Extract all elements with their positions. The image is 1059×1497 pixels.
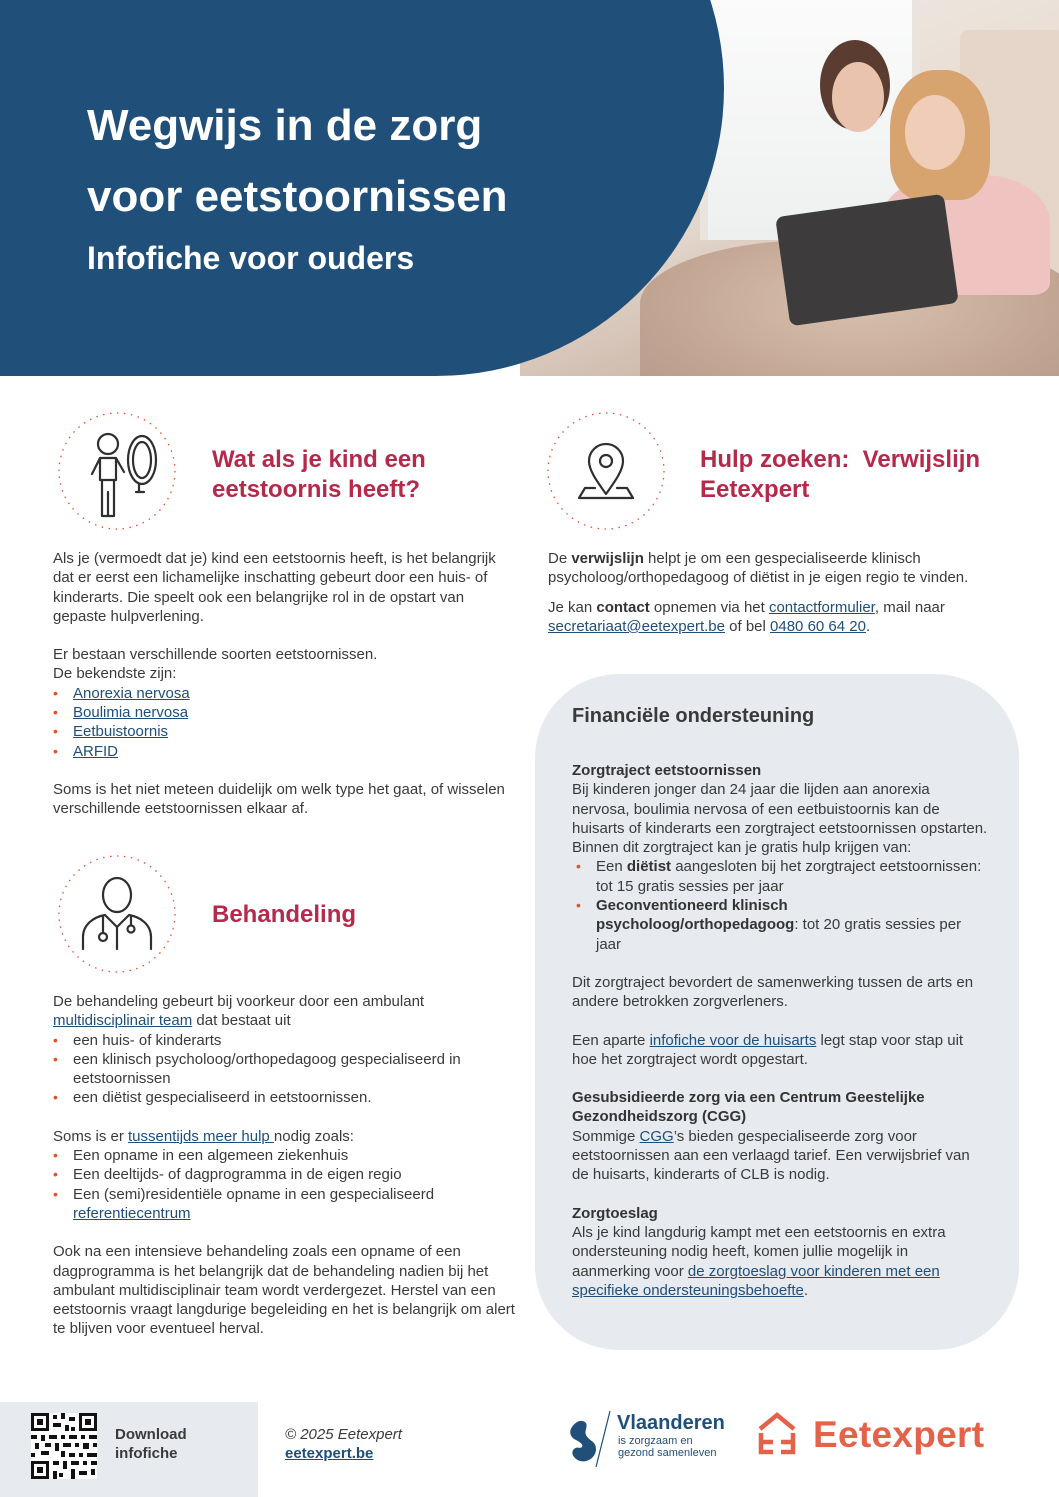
text: opnemen via het [649, 598, 769, 616]
heading-line: eetstoornis heeft? [212, 476, 421, 503]
text: Sommige [572, 1127, 640, 1145]
heading-line: Eetexpert [700, 476, 810, 503]
paragraph: Bij kinderen jonger dan 24 jaar die lijden aan anorexia nervosa, boulimia nervosa of een eetbuistoornis kan de huisarts of kinderarts een zorgtraject eetstoornissen opstarten. Binnen dit zorgtraject kan je gratis hulp krijgen van: [572, 781, 988, 857]
list-item [53, 684, 515, 703]
location-pin-icon [545, 410, 667, 532]
doctor-icon [56, 853, 178, 975]
text: De behandeling gebeurt bij voorkeur door een ambulant [53, 993, 425, 1010]
vlaanderen-tagline: is zorgzaam en [618, 1435, 693, 1447]
link-boulimia[interactable]: Boulimia nervosa [73, 704, 189, 722]
extra-help-list [53, 1146, 518, 1223]
link-multidisciplinair-team[interactable]: multidisciplinair team [53, 1012, 193, 1030]
text: helpt je om een gespecialiseerde klinisch psycholoog/orthopedagoog of diëtist in je eigen regio te vinden. [548, 550, 969, 587]
link-referentiecentrum[interactable]: referentiecentrum [73, 1204, 191, 1222]
bold-text: contact [596, 598, 650, 616]
eetexpert-logo-text: Eetexpert [813, 1414, 985, 1455]
list-item [53, 742, 515, 761]
eating-disorder-types-list [53, 684, 515, 761]
list-item [53, 703, 515, 722]
text: legt stap voor stap uit hoe het zorgtraject wordt opgestart. [572, 1031, 964, 1068]
paragraph: De bekendste zijn: [53, 665, 177, 683]
list-item: • Een opname in een algemeen ziekenhuis [53, 1146, 518, 1165]
text: . [865, 617, 871, 635]
link-contactformulier[interactable]: contactformulier [768, 598, 875, 616]
link-phone[interactable]: 0480 60 64 20 [770, 617, 866, 635]
section-hulp-zoeken-body [548, 549, 1013, 636]
text: Een (semi)residentiële opname in een gespecialiseerd [73, 1185, 435, 1203]
finance-help-list [576, 857, 988, 953]
text: , mail naar [874, 598, 945, 616]
download-label [115, 1425, 187, 1463]
paragraph: Er bestaan verschillende soorten eetstoornissen. [53, 646, 378, 664]
paragraph: Dit zorgtraject bevordert de samenwerking tussen de arts en andere betrokken zorgverleners. [572, 973, 974, 1011]
child-mirror-icon [56, 410, 178, 532]
list-item: • een klinisch psycholoog/orthopedagoog gespecialiseerd in eetstoornissen [53, 1050, 518, 1089]
paragraph [53, 1127, 518, 1146]
finance-title: Financiële ondersteuning [572, 705, 815, 727]
bold-text: verwijslijn [571, 550, 644, 567]
finance-subheading: Gesubsidieerde zorg via een Centrum Geestelijke Gezondheidszorg (CGG) [572, 1089, 925, 1126]
vlaanderen-tagline: gezond samenleven [618, 1447, 717, 1459]
list-item: • Een deeltijds- of dagprogramma in de eigen regio [53, 1165, 518, 1184]
paragraph [548, 598, 1013, 637]
link-cgg[interactable]: CGG [639, 1127, 674, 1145]
section-heading-hulp-zoeken [700, 445, 980, 505]
text: Je kan [548, 598, 597, 616]
list-item [53, 722, 515, 741]
text: dat bestaat uit [192, 1012, 291, 1030]
link-anorexia[interactable]: Anorexia nervosa [73, 684, 190, 702]
heading-line: Hulp zoeken: Verwijslijn [700, 446, 981, 473]
text: Als je kind langdurig kampt met een eetstoornis en extra ondersteuning nodig heeft, komen jullie mogelijk in aanmerking voor [572, 1223, 946, 1280]
paragraph: Als je (vermoedt dat je) kind een eetstoornis heeft, is het belangrijk dat er eerst een lichamelijke inschatting gebeurt door een huis- of kinderarts. Die speelt ook een belangrijke rol in de opstart van gepaste hulpverlening. [53, 550, 496, 625]
paragraph: Soms is het niet meteen duidelijk om welk type het gaat, of wisselen verschillende eetstoornissen elkaar af. [53, 780, 505, 818]
team-list [53, 1031, 518, 1108]
text: aangesloten bij het zorgtraject eetstoornissen: tot 15 gratis sessies per jaar [596, 858, 982, 895]
copyright: © 2025 Eetexpert [285, 1426, 402, 1443]
text: of bel [725, 617, 771, 635]
paragraph [572, 1223, 988, 1300]
paragraph: Ook na een intensieve behandeling zoals een opname of een dagprogramma is het belangrijk dat de behandeling nadien bij het ambulant multidisciplinair team wordt verdergezet. Herstel van een eetstoornis vraagt langdurige begeleiding en het is belangrijk om alert te blijven voor eventueel herval. [53, 1243, 515, 1338]
section-heading-what-if [212, 445, 426, 505]
link-arfid[interactable]: ARFID [73, 742, 118, 760]
text: : tot 20 gratis sessies per jaar [596, 916, 962, 953]
list-item: • een huis- of kinderarts [53, 1031, 518, 1050]
list-item [53, 1185, 518, 1224]
website-link[interactable]: eetexpert.be [285, 1445, 374, 1462]
bold-text: diëtist [626, 858, 672, 876]
finance-body [572, 761, 988, 1300]
finance-subheading: Zorgtraject eetstoornissen [572, 762, 762, 779]
section-heading-behandeling: Behandeling [212, 901, 357, 928]
list-item: • een diëtist gespecialiseerd in eetstoornissen. [53, 1088, 518, 1107]
link-email[interactable]: secretariaat@eetexpert.be [548, 617, 725, 635]
link-eetbuistoornis[interactable]: Eetbuistoornis [73, 723, 169, 741]
link-tussentijds-meer-hulp[interactable]: tussentijds meer hulp [128, 1127, 274, 1145]
finance-subheading: Zorgtoeslag [572, 1204, 658, 1222]
text: De [548, 550, 572, 567]
link-infofiche-huisarts[interactable]: infofiche voor de huisarts [649, 1031, 817, 1049]
eetexpert-house-icon [757, 1411, 797, 1455]
link-zorgtoeslag[interactable]: de zorgtoeslag voor kinderen met een specifieke ondersteuningsbehoefte [572, 1262, 940, 1299]
download-line: Download [115, 1426, 187, 1443]
photo-girl-face [905, 95, 965, 170]
section-what-if-body [53, 549, 515, 819]
text: Een aparte [572, 1031, 650, 1049]
qr-code-icon[interactable] [31, 1413, 97, 1479]
vlaanderen-name: Vlaanderen [617, 1412, 725, 1434]
photo-tablet [775, 194, 959, 327]
header-banner [0, 0, 1059, 376]
text: Soms is er [53, 1127, 129, 1145]
paragraph [572, 1127, 988, 1185]
paragraph [548, 549, 1013, 588]
page-subtitle: Infofiche voor ouders [87, 240, 415, 276]
page-title-line2: voor eetstoornissen [87, 172, 508, 221]
list-item [576, 857, 988, 896]
photo-mother-face [832, 62, 884, 132]
text: nodig zoals: [273, 1127, 354, 1145]
page-title-line1: Wegwijs in de zorg [87, 101, 483, 150]
text: Een [596, 858, 627, 876]
list-item [576, 896, 988, 954]
section-behandeling-body [53, 992, 518, 1339]
heading-line: Wat als je kind een [212, 446, 426, 473]
paragraph [572, 1031, 988, 1070]
text: . [803, 1281, 809, 1299]
download-line: infofiche [115, 1445, 178, 1462]
bold-text: Geconventioneerd klinisch psycholoog/orthopedagoog [596, 897, 795, 934]
text: ’s bieden gespecialiseerde zorg voor eetstoornissen aan een verlaagd tarief. Een verwijsbrief van de huisarts, kinderarts of CLB is nodig. [572, 1127, 970, 1184]
paragraph [53, 992, 518, 1031]
